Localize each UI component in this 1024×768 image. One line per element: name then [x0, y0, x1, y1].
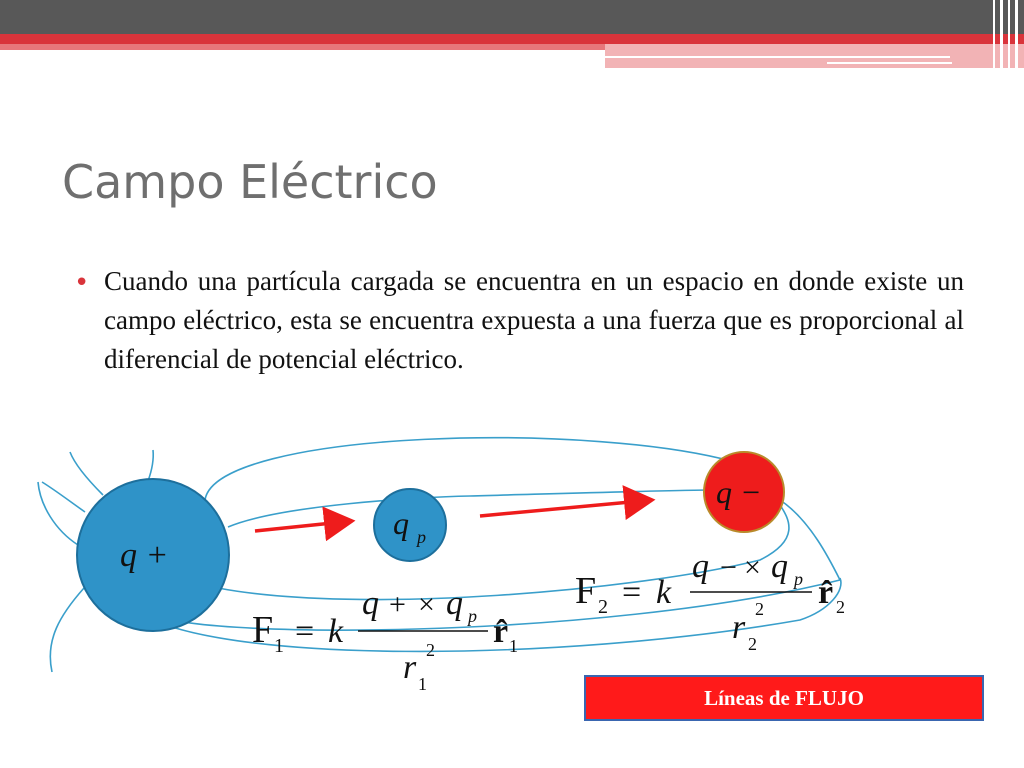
eq2-num-minus: − [720, 551, 737, 584]
eq2-num-q: q [692, 548, 709, 585]
eq2-num-qp: q [771, 548, 788, 585]
eq1-den-r: r [403, 649, 417, 686]
bullet-marker: • [74, 268, 90, 298]
eq1-unit-vector-sub: 1 [509, 636, 518, 656]
eq2-unit-vector-sub: 2 [836, 597, 845, 617]
eq2-k: k [656, 574, 672, 611]
eq1-den-sub: 1 [418, 674, 427, 694]
field-line [228, 490, 712, 527]
eq2-unit-vector: r̂ [818, 574, 834, 611]
eq1-num-qp-sub: p [468, 606, 477, 626]
equation-force-1 [252, 585, 518, 694]
eq1-num-qp: q [446, 585, 463, 622]
test-charge-sub: p [417, 527, 426, 547]
eq1-num-plus: + [389, 588, 406, 621]
force-arrow-1 [255, 521, 352, 531]
eq1-k: k [328, 613, 344, 650]
eq2-F: F [575, 570, 597, 612]
positive-charge-label: q + [120, 537, 169, 574]
eq2-den-sup: 2 [755, 599, 764, 619]
eq2-den-sub: 2 [748, 634, 757, 654]
field-line [148, 450, 153, 481]
force-arrow-2 [480, 500, 652, 516]
field-line [70, 452, 103, 495]
slide-title: Campo Eléctrico [62, 155, 438, 209]
field-line [42, 482, 85, 512]
eq2-equals: = [622, 574, 642, 611]
equation-force-2 [575, 548, 845, 654]
eq2-num-times: × [744, 551, 761, 584]
field-line [50, 588, 84, 672]
eq1-den-sup: 2 [426, 640, 435, 660]
eq1-F-sub: 1 [274, 635, 284, 657]
field-line [38, 482, 78, 545]
eq2-num-qp-sub: p [794, 569, 803, 589]
eq1-F: F [252, 609, 274, 651]
bullet-text: Cuando una partícula cargada se encuentra en un espacio en donde existe un campo eléctrico, esta se encuentra expuesta a una fuerza que es proporcional al diferencial de potencial eléctrico. [104, 266, 964, 374]
negative-charge-label: q − [716, 474, 762, 510]
eq2-F-sub: 2 [598, 596, 608, 618]
eq1-num-q: q [362, 585, 379, 622]
test-charge-label: q [393, 505, 409, 541]
flux-lines-label: Líneas de FLUJO [584, 675, 984, 721]
eq1-equals: = [295, 613, 315, 650]
test-charge [374, 489, 446, 561]
eq1-num-times: × [418, 588, 435, 621]
eq2-den-r: r [732, 609, 746, 646]
eq1-unit-vector: r̂ [493, 613, 509, 650]
